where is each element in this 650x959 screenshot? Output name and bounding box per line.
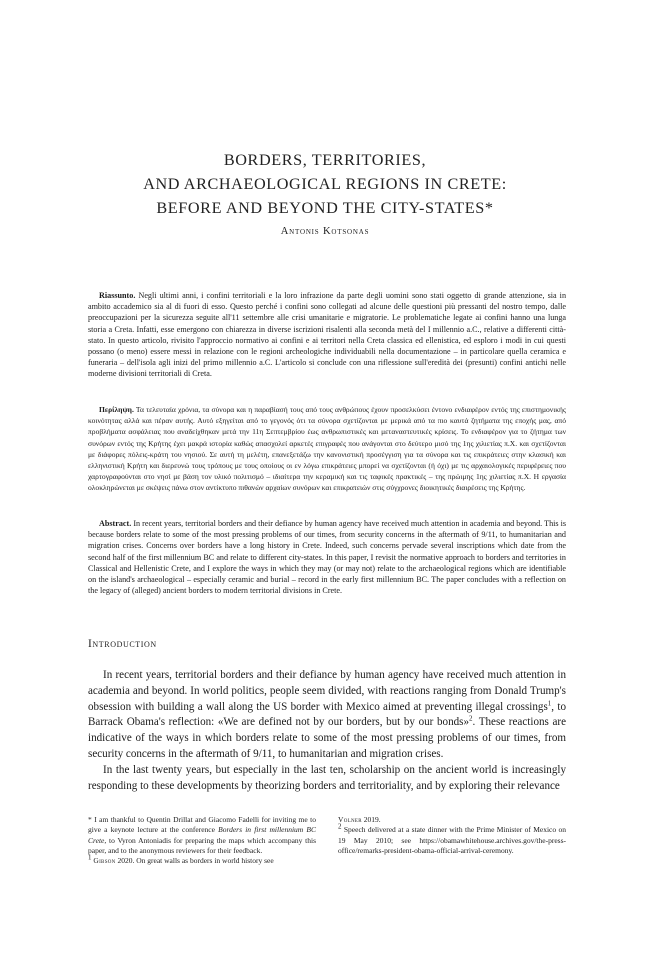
- footnote-author: Volner: [338, 815, 362, 824]
- footnote-ref-1[interactable]: 1: [547, 698, 552, 707]
- title-line-3: BEFORE AND BEYOND THE CITY-STATES*: [156, 199, 494, 217]
- footnote-number: 1: [88, 853, 92, 862]
- footnote-1: [88, 853, 316, 866]
- greek-abstract: [88, 404, 566, 494]
- riassunto-label: Riassunto.: [99, 291, 136, 300]
- abstract-label: Abstract.: [99, 519, 132, 528]
- body-paragraph: In the last twenty years, but especially in the last ten, scholarship on the ancient world is increasingly responding to these developments by theorizing borders and territoriality, and by exploring their relevance: [88, 763, 566, 792]
- footnote-column-left: [88, 815, 316, 866]
- footnote-author: Gibson: [93, 856, 116, 866]
- footnote-1-continued: [338, 815, 566, 825]
- footnote-text: 2019.: [361, 815, 381, 824]
- footnote-text: , to Vyron Antoniadis for preparing the maps which accompany this paper, and to the anonymous reviewers for their feedback.: [88, 835, 316, 855]
- footnote-text: 2020. On great walls as borders in world history see: [115, 856, 274, 866]
- perilipsi-text: Τα τελευταία χρόνια, τα σύνορα και η παραβίασή τους από τους ανθρώπους έχουν προσελκύσει έντονο ενδιαφέρον εντός της επιστημονικής κοινότητας αλλά και πέραν αυτής. Αυτό εξηγείται από το γεγονός ότι τα σύνορα σχετίζονται με μερικά από τα πιο καυτά ζητήματα της εποχής μας, από προβλήματα ασφάλειας που αναδείχθηκαν μετά την 11η Σεπτεμβρίου έως ανθρωπιστικές και μεταναστευτικές κρίσεις. Το ενδιαφέρον για το ζήτημα των συνόρων εντός της Κρήτης έχει μακρά ιστορία καθώς απασχολεί αρκετές επιγραφές που ανάγονται στο δεύτερο μισό της 1ης χιλιετίας π.Χ. και σχετίζονται με διάφορες πόλεις-κράτη του νησιού. Σε αυτή τη μελέτη, επανεξετάζω την κανονιστική προσέγγιση για τα σύνορα και τις επικράτειες στην κλασική και ελληνιστική Κρήτη και διερευνώ τους τρόπους με τους οποίους οι εν λόγω επικράτειες μπορεί να σχετίζονται (ή όχι) με τις αρχαιολογικές περιφέρειες που χαρτογραφούνται στο νησί με βάση τον υλικό πολιτισμό – ιδιαίτερα την κεραμική και τις ταφικές πρακτικές – της πρώιμης 1ης χιλιετίας π.Χ. Η εργασία ολοκληρώνεται με σκέψεις πάνω στον αντίκτυπο πιθανών αρχαίων συνόρων και επικρατειών στις σύγχρονες διοικητικές διαιρέσεις της Κρήτης.: [88, 405, 566, 493]
- footnote-star: [88, 815, 316, 856]
- footnote-italic: Borders in first millennium BC Crete: [88, 825, 316, 845]
- body-paragraph: [88, 668, 566, 763]
- title-line-2: AND ARCHAEOLOGICAL REGIONS IN CRETE:: [143, 175, 507, 193]
- footnote-column-right: [338, 815, 566, 866]
- footnote-text: Speech delivered at a state dinner with the Prime Minister of Mexico on 19 May 2010; see https://obamawhitehouse.archives.gov/the-press-office/remarks-president-obama-official-arrival-ceremony.: [338, 825, 566, 855]
- riassunto-text: Negli ultimi anni, i confini territoriali e la loro infrazione da parte degli uomini sono stati oggetto di grande attenzione, sia in ambito accademico sia al di fuori di esso. Questo perché i confini sono collegati ad alcune delle questioni più pressanti del nostro tempo, dalle preoccupazioni per la sicurezza seguite all'11 settembre alle crisi umanitarie e migratorie. Le problematiche legate ai confini hanno una lunga storia a Creta. Infatti, esse emergono con chiarezza in diverse iscrizioni risalenti alla seconda metà del I millennio a.C., relative a differenti città-stato. In questo articolo, rivisito l'approccio normativo ai confini e ai territori nella Creta classica ed ellenistica, ed esploro i modi in cui questi possano (o meno) essere messi in relazione con le regioni archeologiche individuabili nella documentazione – in particolare quella ceramica e funeraria – dell'isola agli inizi del primo millennio a.C. L'articolo si conclude con una riflessione sull'eredità dei (presunti) confini antichi nelle moderne divisioni territoriali di Creta.: [88, 291, 567, 379]
- author-name: Antonis Kotsonas: [280, 226, 370, 237]
- perilipsi-label: Περίληψη.: [99, 405, 134, 414]
- english-abstract: [88, 518, 566, 596]
- footnote-2: [338, 822, 566, 856]
- body-text-span: In recent years, territorial borders and their defiance by human agency have received much attention in academia and beyond. In world politics, people seem divided, with reactions ranging from Donald Trump's obsession with building a wall along the US border with Mexico aimed at preventing illegal crossings: [88, 669, 566, 713]
- body-text-span: , to Barrack Obama's reflection: «We are defined not by our borders, but by our bonds»: [88, 700, 566, 729]
- footnotes: [88, 815, 566, 866]
- footnote-text: * I am thankful to Quentin Drillat and Giacomo Fadelli for inviting me to give a keynote lecture at the conference: [88, 815, 316, 835]
- footnote-number: 2: [338, 822, 342, 831]
- riassunto-abstract: [88, 290, 566, 380]
- introduction-body: [88, 668, 566, 794]
- abstract-text: In recent years, territorial borders and their defiance by human agency have received much attention in academia and beyond. This is because borders relate to some of the most pressing problems of our times, from security concerns in the aftermath of 9/11, to humanitarian and migration crises. Concerns over borders have a long history in Crete. Indeed, such concerns pervade several inscriptions which date from the second half of the first millennium BC and relate to different city-states. In this paper, I revisit the normative approach to borders and territories in Classical and Hellenistic Crete, and I explore the ways in which they may (or may not) relate to the archaeological regions which are identifiable on the island's archaeological – especially ceramic and burial – record in the early first millennium BC. The paper concludes with a reflection on the legacy of (alleged) ancient borders to modern territorial divisions in Crete.: [88, 519, 567, 596]
- introduction-heading: Introduction: [88, 638, 157, 650]
- article-title: [60, 148, 590, 220]
- title-line-1: BORDERS, TERRITORIES,: [223, 151, 427, 169]
- footnote-ref-2[interactable]: 2: [469, 714, 473, 723]
- body-text-span: . These reactions are indicative of the ways in which borders relate to some of the most pressing problems of our times, from security concerns in the aftermath of 9/11, to humanitarian and migration crises.: [88, 716, 567, 760]
